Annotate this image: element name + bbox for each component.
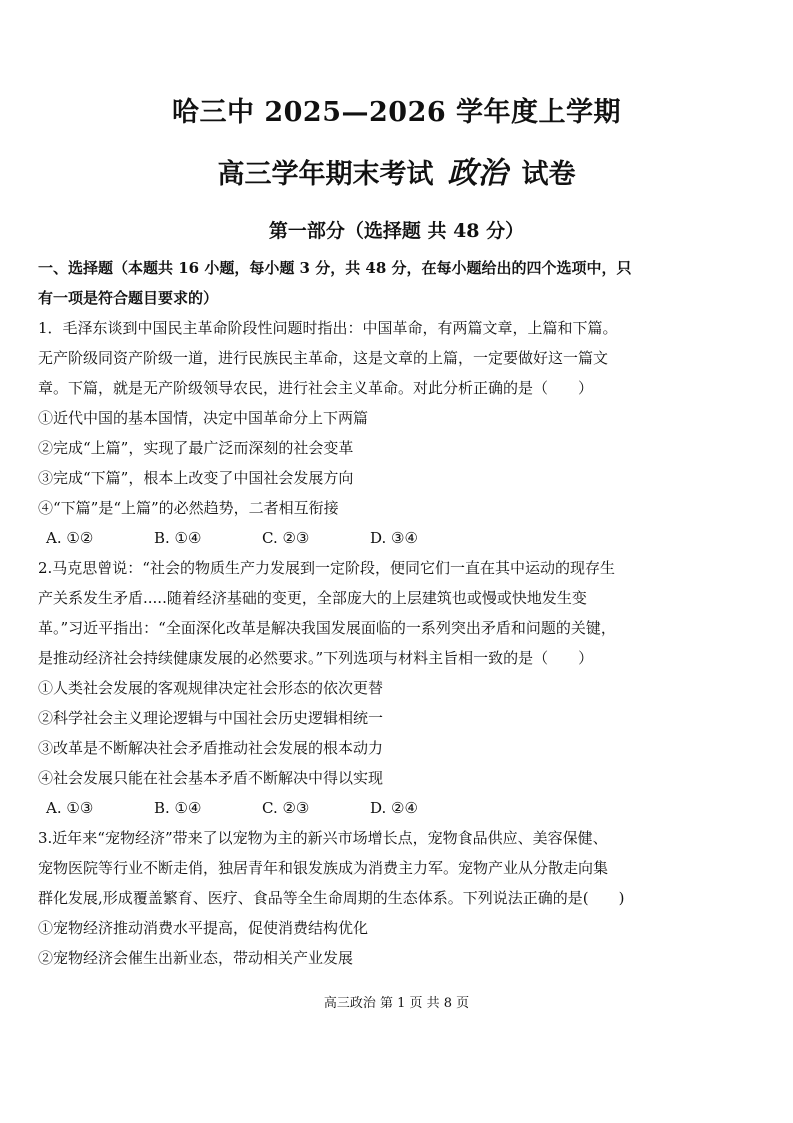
statement-item: ①宠物经济推动消费水平提高，促使消费结构优化 <box>38 919 369 937</box>
statement-item: ②科学社会主义理论逻辑与中国社会历史逻辑相统一 <box>38 709 384 727</box>
choice-d: D. ②④ <box>370 799 418 817</box>
exam-title-line1: 哈三中 2025—2026 学年度上学期 <box>171 97 622 128</box>
choice-b: B. ①④ <box>154 799 202 817</box>
question-2 <box>38 553 760 823</box>
exam-title-left: 高三学年期末考试 <box>217 159 434 190</box>
statement-item: ①近代中国的基本国情，决定中国革命分上下两篇 <box>38 409 369 427</box>
page-footer: 高三政治 第 1 页 共 8 页 <box>323 996 470 1011</box>
exam-title-line2 <box>0 148 793 192</box>
question-stem-line: 是推动经济社会持续健康发展的必然要求。”下列选项与材料主旨相一致的是（ ） <box>38 649 594 667</box>
choice-a: A. ①③ <box>46 799 94 817</box>
question-stem-line: 群化发展,形成覆盖繁育、医疗、食品等全生命周期的生态体系。下列说法正确的是( ) <box>38 889 625 907</box>
choice-c: C. ②③ <box>262 529 310 547</box>
section-heading-line1: 一、选择题（本题共 16 小题，每小题 3 分，共 48 分，在每小题给出的四个选项中，只 <box>38 259 632 277</box>
question-stem-line: 产关系发生矛盾.....随着经济基础的变更，全部庞大的上层建筑也或慢或快地发生变 <box>38 589 587 607</box>
choice-b: B. ①④ <box>154 529 202 547</box>
statement-item: ③改革是不断解决社会矛盾推动社会发展的根本动力 <box>38 739 384 757</box>
question-stem-line: 1．毛泽东谈到中国民主革命阶段性问题时指出：中国革命，有两篇文章，上篇和下篇。 <box>38 319 618 337</box>
answer-choices <box>38 793 760 823</box>
questions-content <box>38 313 760 973</box>
statement-item: ④社会发展只能在社会基本矛盾不断解决中得以实现 <box>38 769 384 787</box>
question-stem-line: 革。”习近平指出：“全面深化改革是解决我国发展面临的一系列突出矛盾和问题的关键， <box>38 619 616 637</box>
choice-c: C. ②③ <box>262 799 310 817</box>
question-3 <box>38 823 760 973</box>
question-stem-line: 无产阶级同资产阶级一道，进行民族民主革命，这是文章的上篇，一定要做好这一篇文 <box>38 349 609 367</box>
choice-a: A. ①② <box>46 529 94 547</box>
exam-title-right: 试卷 <box>521 159 576 190</box>
part-title: 第一部分（选择题 共 48 分） <box>268 220 525 242</box>
exam-subject: 政治 <box>447 156 508 191</box>
choice-d: D. ③④ <box>370 529 418 547</box>
question-1 <box>38 313 760 553</box>
question-stem-line: 3.近年来“宠物经济”带来了以宠物为主的新兴市场增长点，宠物食品供应、美容保健、 <box>38 829 608 847</box>
statement-item: ①人类社会发展的客观规律决定社会形态的依次更替 <box>38 679 384 697</box>
question-stem-line: 章。下篇，就是无产阶级领导农民，进行社会主义革命。对此分析正确的是（ ） <box>38 379 594 397</box>
question-stem-line: 2.马克思曾说：“社会的物质生产力发展到一定阶段，便同它们一直在其中运动的现存生 <box>38 559 615 577</box>
statement-item: ③完成“下篇”，根本上改变了中国社会发展方向 <box>38 469 354 487</box>
answer-choices <box>38 523 760 553</box>
statement-item: ②宠物经济会催生出新业态，带动相关产业发展 <box>38 949 354 967</box>
section-heading <box>38 253 758 313</box>
statement-item: ④“下篇”是“上篇”的必然趋势，二者相互衔接 <box>38 499 339 517</box>
section-heading-line2: 有一项是符合题目要求的） <box>38 289 219 307</box>
statement-item: ②完成“上篇”，实现了最广泛而深刻的社会变革 <box>38 439 354 457</box>
question-stem-line: 宠物医院等行业不断走俏，独居青年和银发族成为消费主力军。宠物产业从分散走向集 <box>38 859 609 877</box>
